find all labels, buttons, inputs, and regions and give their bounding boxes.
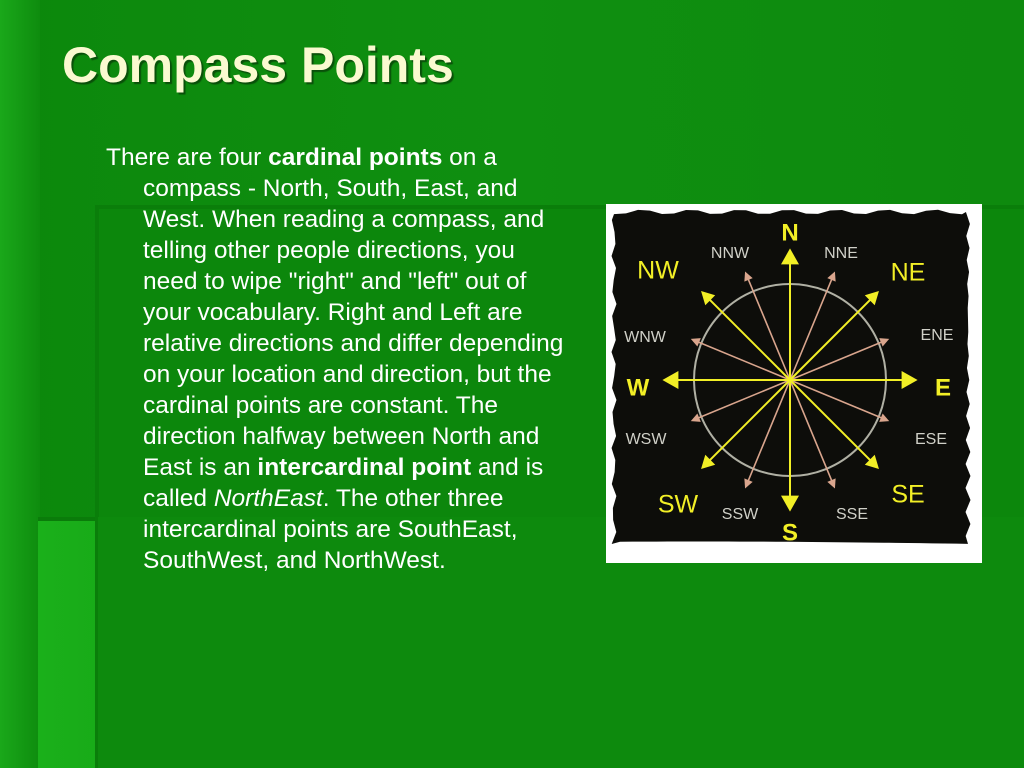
slide-title: Compass Points — [62, 37, 454, 93]
compass-label-wnw: WNW — [624, 329, 666, 347]
compass-label-ene: ENE — [920, 327, 954, 345]
compass-label-nw: NW — [637, 256, 679, 285]
compass-label-ne: NE — [890, 258, 926, 287]
compass-label-ssw: SSW — [721, 506, 759, 524]
paragraph-run: NorthEast — [213, 485, 323, 512]
compass-label-sse: SSE — [835, 506, 869, 524]
compass-label-e: E — [934, 374, 952, 402]
compass-label-nne: NNE — [824, 245, 858, 263]
compass-rose-image — [606, 204, 982, 563]
compass-label-nnw: NNW — [710, 245, 750, 263]
paragraph-run: . The other three intercardinal points are SouthEast, SouthWest, and NorthWest. — [143, 485, 518, 574]
compass-label-n: N — [781, 219, 799, 247]
paragraph-run: on a compass - North, South, East, and West. When reading a compass, and telling other people directions, you need to wipe "right" and "left" out of your vocabulary. Right and Left are relative directions and differ depending on your location and direction, but the cardinal points are constant. The direction halfway between North and East is an — [143, 144, 564, 481]
compass-rose-graphic — [606, 204, 982, 563]
compass-label-sw: SW — [657, 490, 699, 519]
paragraph-run: intercardinal point — [257, 454, 472, 481]
compass-label-s: S — [781, 519, 799, 547]
compass-label-wsw: WSW — [625, 431, 667, 449]
paragraph-run: There are four — [106, 144, 269, 171]
compass-label-se: SE — [891, 480, 925, 509]
compass-label-w: W — [626, 374, 650, 402]
compass-label-ese: ESE — [914, 431, 948, 449]
paragraph-run: cardinal points — [268, 144, 443, 171]
body-paragraph — [106, 142, 573, 576]
paragraph-run: and is called — [143, 454, 544, 512]
